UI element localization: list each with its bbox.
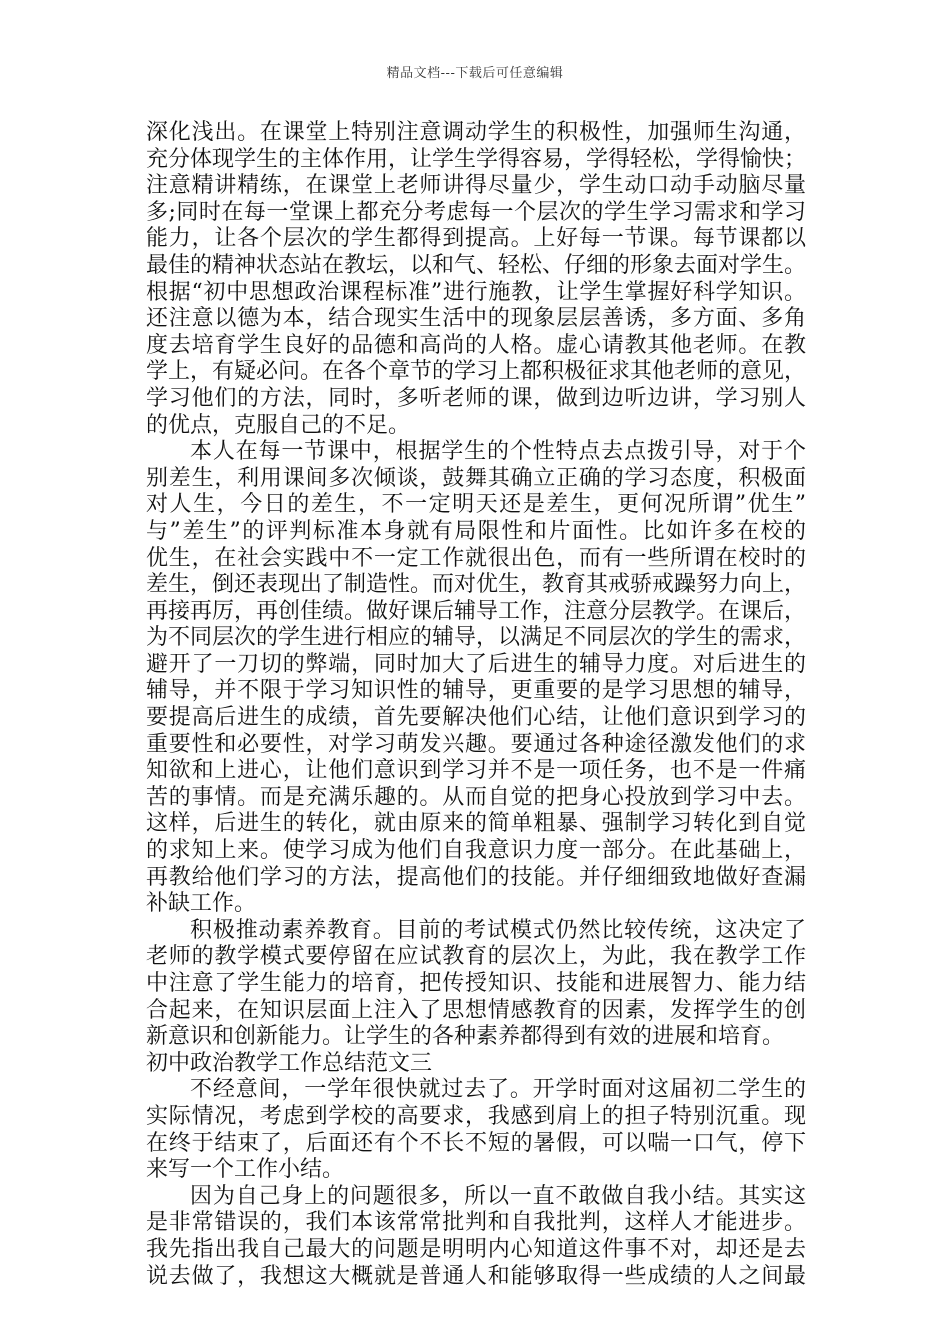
text-line: 与”差生”的评判标准本身就有局限性和片面性。比如许多在校的: [146, 518, 806, 544]
text-line: 差生，倒还表现出了制造性。而对优生，教育其戒骄戒躁努力向上，: [146, 572, 807, 598]
text-line: 新意识和创新能力。让学生的各种素养都得到有效的进展和培育。: [146, 1024, 785, 1050]
text-line: 避开了一刀切的弊端，同时加大了后进生的辅导力度。对后进生的: [146, 651, 806, 677]
text-line: 学上，有疑必问。在各个章节的学习上都积极征求其他老师的意见，: [146, 359, 807, 385]
text-line: 再接再厉，再创佳绩。做好课后辅导工作，注意分层教学。在课后，: [146, 598, 807, 624]
text-line: 是非常错误的，我们本该常常批判和自我批判，这样人才能进步。: [146, 1210, 806, 1236]
text-line: 的优点，克服自己的不足。: [146, 412, 411, 438]
text-line: 实际情况，考虑到学校的高要求，我感到肩上的担子特别沉重。现: [146, 1103, 806, 1129]
text-line: 的求知上来。使学习成为他们自我意识力度一部分。在此基础上，: [146, 838, 806, 864]
section-heading: [146, 1051, 806, 1078]
text-line: 说去做了，我想这大概就是普通人和能够取得一些成绩的人之间最: [146, 1263, 806, 1289]
text-line: 对人生，今日的差生，不一定明天还是差生，更何况所谓”优生”: [146, 492, 806, 518]
text-line: 老师的教学模式要停留在应试教育的层次上，为此，我在教学工作: [146, 944, 806, 970]
text-line: 辅导，并不限于学习知识性的辅导，更重要的是学习思想的辅导，: [146, 678, 806, 704]
text-line: 学习他们的方法，同时，多听老师的课，做到边听边讲，学习别人: [146, 385, 806, 411]
text-line: 这样，后进生的转化，就由原来的简单粗暴、强制学习转化到自觉: [146, 811, 806, 837]
text-line: 度去培育学生良好的品德和高尚的人格。虚心请教其他老师。在教: [146, 332, 806, 358]
text-line: 知欲和上进心，让他们意识到学习并不是一项任务，也不是一件痛: [146, 758, 806, 784]
paragraph: [146, 1184, 806, 1290]
heading-text: 初中政治教学工作总结范文三: [146, 1050, 433, 1076]
text-line: 补缺工作。: [146, 891, 257, 917]
paragraph: [146, 120, 806, 439]
text-line: 来写一个工作小结。: [146, 1157, 345, 1183]
text-line: 为不同层次的学生进行相应的辅导，以满足不同层次的学生的需求，: [146, 625, 807, 651]
text-line: 最佳的精神状态站在教坛，以和气、轻松、仔细的形象去面对学生。: [146, 252, 807, 278]
paragraph: [146, 439, 806, 918]
text-line: 再教给他们学习的方法，提高他们的技能。并仔细细致地做好查漏: [146, 864, 806, 890]
text-line: 中注意了学生能力的培育，把传授知识、技能和进展智力、能力结: [146, 971, 806, 996]
text-line: 重要性和必要性，对学习萌发兴趣。要通过各种途径激发他们的求: [146, 731, 806, 757]
text-line: 不经意间，一学年很快就过去了。开学时面对这届初二学生的: [190, 1077, 806, 1103]
text-line: 苦的事情。而是充满乐趣的。从而自觉的把身心投放到学习中去。: [146, 784, 806, 810]
page-header: 精品文档---下载后可任意编辑: [386, 66, 564, 81]
text-line: 还注意以德为本，结合现实生活中的现象层层善诱，多方面、多角: [146, 306, 806, 332]
text-line: 能力，让各个层次的学生都得到提高。上好每一节课。每节课都以: [146, 226, 806, 252]
text-line: 别差生，利用课间多次倾谈，鼓舞其确立正确的学习态度，积极面: [146, 465, 806, 491]
text-line: 多;同时在每一堂课上都充分考虑每一个层次的学生学习需求和学习: [146, 199, 806, 225]
text-line: 优生，在社会实践中不一定工作就很出色，而有一些所谓在校时的: [146, 545, 806, 571]
text-line: 在终于结束了，后面还有个不长不短的暑假，可以喘一口气，停下: [146, 1130, 806, 1156]
text-line: 积极推动素养教育。目前的考试模式仍然比较传统，这决定了: [190, 917, 806, 943]
text-line: 注意精讲精练，在课堂上老师讲得尽量少，学生动口动手动脑尽量: [146, 173, 806, 199]
document-body: [146, 120, 806, 1290]
paragraph: [146, 918, 806, 1051]
text-line: 我先指出我自己最大的问题是明明内心知道这件事不对，却还是去: [146, 1236, 806, 1262]
text-line: 充分体现学生的主体作用，让学生学得容易，学得轻松，学得愉快；: [146, 146, 807, 172]
text-line: 要提高后进生的成绩，首先要解决他们心结，让他们意识到学习的: [146, 705, 806, 731]
text-line: 本人在每一节课中，根据学生的个性特点去点拨引导，对于个: [190, 439, 806, 465]
text-line: 深化浅出。在课堂上特别注意调动学生的积极性，加强师生沟通，: [146, 120, 806, 145]
text-line: 根据“初中思想政治课程标准”进行施教，让学生掌握好科学知识。: [146, 279, 806, 305]
paragraph: [146, 1077, 806, 1183]
text-line: 因为自己身上的问题很多，所以一直不敢做自我小结。其实这: [190, 1183, 806, 1209]
text-line: 合起来，在知识层面上注入了思想情感教育的因素，发挥学生的创: [146, 997, 806, 1023]
